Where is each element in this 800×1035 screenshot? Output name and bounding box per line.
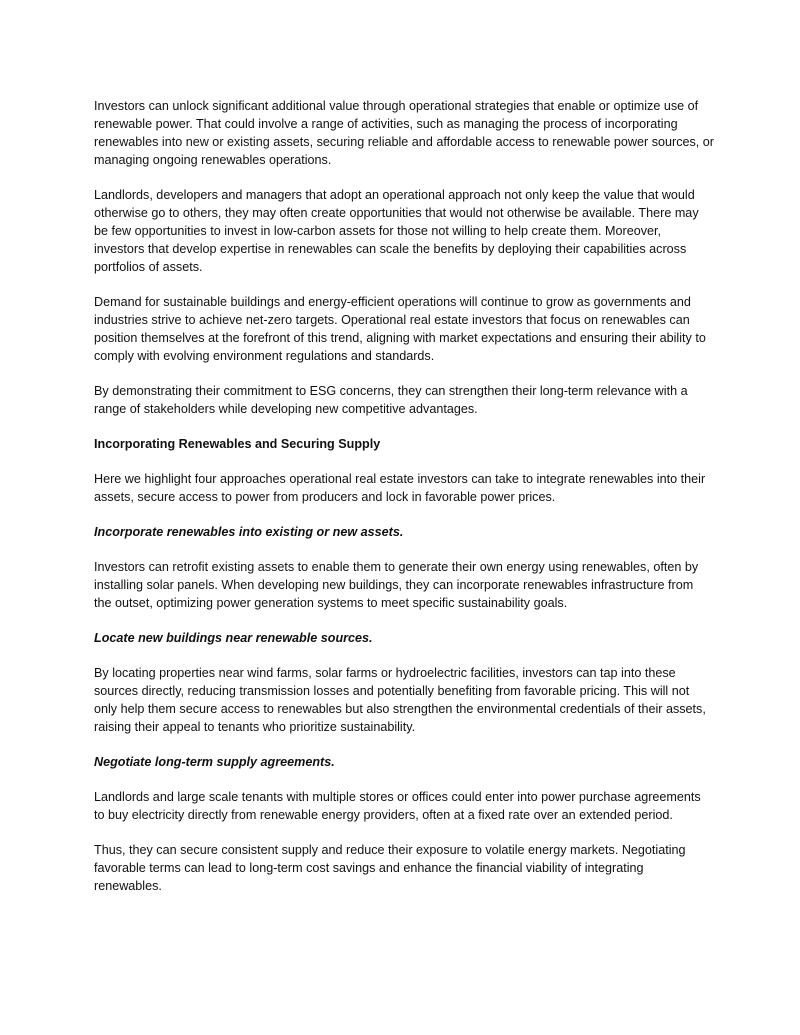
document-page bbox=[94, 97, 714, 912]
paragraph-retrofit: Investors can retrofit existing assets to enable them to generate their own energy using renewables, often by installing solar panels. When developing new buildings, they can incorporate renewables infrastructure from the outset, optimizing power generation systems to meet specific sustainability goals. bbox=[94, 560, 699, 610]
section-heading: Incorporating Renewables and Securing Supply bbox=[94, 437, 381, 451]
paragraph-operational-approach: Landlords, developers and managers that adopt an operational approach not only keep the value that would otherwise go to others, they may often create opportunities that would not otherwise be available. There may be few opportunities to invest in low-carbon assets for those not willing to help create them. Moreover, investors that develop expertise in renewables can scale the benefits by deploying their capabilities across portfolios of assets. bbox=[94, 188, 699, 274]
subheading-negotiate: Negotiate long-term supply agreements. bbox=[94, 755, 335, 769]
paragraph-intro: Investors can unlock significant additional value through operational strategies that enable or optimize use of renewable power. That could involve a range of activities, such as managing the process of incorporating renewables into new or existing assets, securing reliable and affordable access to renewable power sources, or managing ongoing renewables operations. bbox=[94, 99, 715, 167]
paragraph-ppa: Landlords and large scale tenants with multiple stores or offices could enter into power purchase agreements to buy electricity directly from renewable energy providers, often at a fixed rate over an extended period. bbox=[94, 790, 701, 822]
paragraph-consistent-supply: Thus, they can secure consistent supply and reduce their exposure to volatile energy markets. Negotiating favorable terms can lead to long-term cost savings and enhance the financial viability of integrating renewables. bbox=[94, 843, 686, 893]
subheading-locate: Locate new buildings near renewable sources. bbox=[94, 631, 373, 645]
paragraph-esg: By demonstrating their commitment to ESG concerns, they can strengthen their long-term relevance with a range of stakeholders while developing new competitive advantages. bbox=[94, 384, 688, 416]
subheading-incorporate: Incorporate renewables into existing or new assets. bbox=[94, 525, 404, 539]
paragraph-four-approaches: Here we highlight four approaches operational real estate investors can take to integrate renewables into their assets, secure access to power from producers and lock in favorable power prices. bbox=[94, 472, 706, 504]
paragraph-demand: Demand for sustainable buildings and energy-efficient operations will continue to grow as governments and industries strive to achieve net-zero targets. Operational real estate investors that focus on renewables can position themselves at the forefront of this trend, aligning with market expectations and ensuring their ability to comply with evolving environment regulations and standards. bbox=[94, 295, 706, 363]
paragraph-locate: By locating properties near wind farms, solar farms or hydroelectric facilities, investors can tap into these sources directly, reducing transmission losses and potentially benefiting from favorable pricing. This will not only help them secure access to renewables but also strengthen the environmental credentials of their assets, raising their appeal to tenants who prioritize sustainability. bbox=[94, 666, 706, 734]
